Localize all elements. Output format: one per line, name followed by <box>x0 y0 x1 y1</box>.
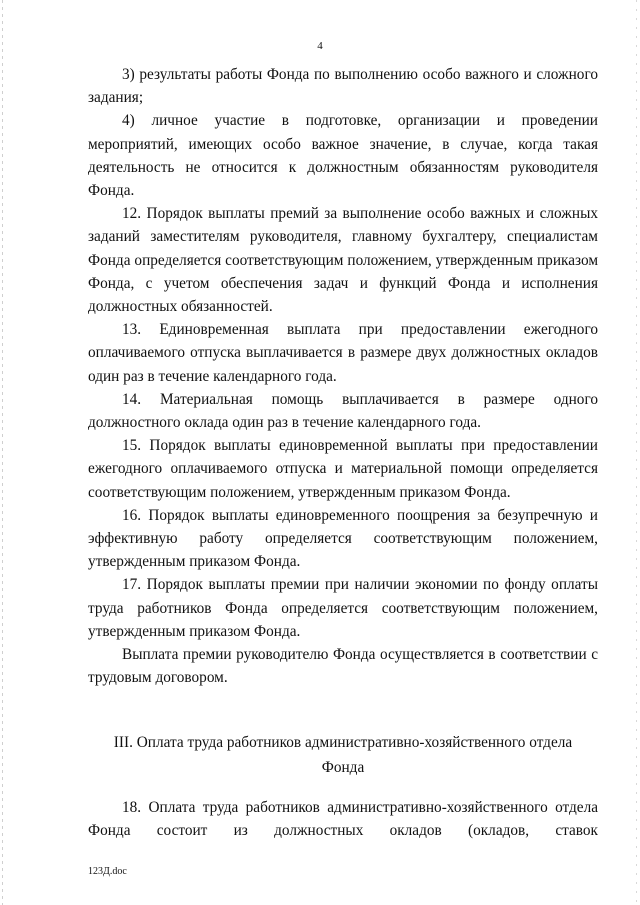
paragraph-17: 17. Порядок выплаты премии при наличии экономии по фонду оплаты труда работников Фонда определяется соответствующим положением, утвержденным приказом Фонда. <box>88 576 598 640</box>
body-text <box>88 63 598 689</box>
footer-filename: 123Д.doc <box>88 866 127 877</box>
paragraph-13: 13. Единовременная выплата при предоставлении ежегодного оплачиваемого отпуска выплачивается в размере двух должностных окладов один раз в течение календарного года. <box>88 321 598 385</box>
paragraph-14: 14. Материальная помощь выплачивается в размере одного должностного оклада один раз в течение календарного года. <box>88 390 598 432</box>
paragraph-15: 15. Порядок выплаты единовременной выплаты при предоставлении ежегодного оплачиваемого отпуска и материальной помощи определяется соответствующим положением, утвержденным приказом Фонда. <box>88 437 598 501</box>
section-heading <box>88 730 598 780</box>
scan-edge-left <box>2 0 3 905</box>
body-text-continued <box>88 796 598 842</box>
paragraph-18: 18. Оплата труда работников административно-хозяйственного отдела Фонда состоит из должностных окладов (окладов, ставок <box>88 799 598 840</box>
paragraph-12: 12. Порядок выплаты премий за выполнение особо важных и сложных заданий заместителям руководителя, главному бухгалтеру, специалистам Фонда определяется соответствующим положением, утвержденным приказом Фонда, с учетом обеспечения задач и функций Фонда и исполнения должностных обязанностей. <box>88 205 598 316</box>
paragraph-16: 16. Порядок выплаты единовременного поощрения за безупречную и эффективную работу определяется соответствующим положением, утвержденным приказом Фонда. <box>88 506 598 571</box>
paragraph-item-3: 3) результаты работы Фонда по выполнению особо важного и сложного задания; <box>88 66 598 107</box>
paragraph-director-bonus: Выплата премии руководителю Фонда осуществляется в соответствии с трудовым договором. <box>88 646 598 687</box>
paragraph-item-4: 4) личное участие в подготовке, организации и проведении мероприятий, имеющих особо важное значение, в случае, когда такая деятельность не относится к должностным обязанностям руководителя Фонда. <box>88 112 598 200</box>
scan-edge-right <box>636 0 637 905</box>
section-heading-line-2: Фонда <box>321 759 365 776</box>
section-heading-line-1: III. Оплата труда работников административно-хозяйственного отдела <box>113 734 573 751</box>
page-number: 4 <box>317 40 323 52</box>
